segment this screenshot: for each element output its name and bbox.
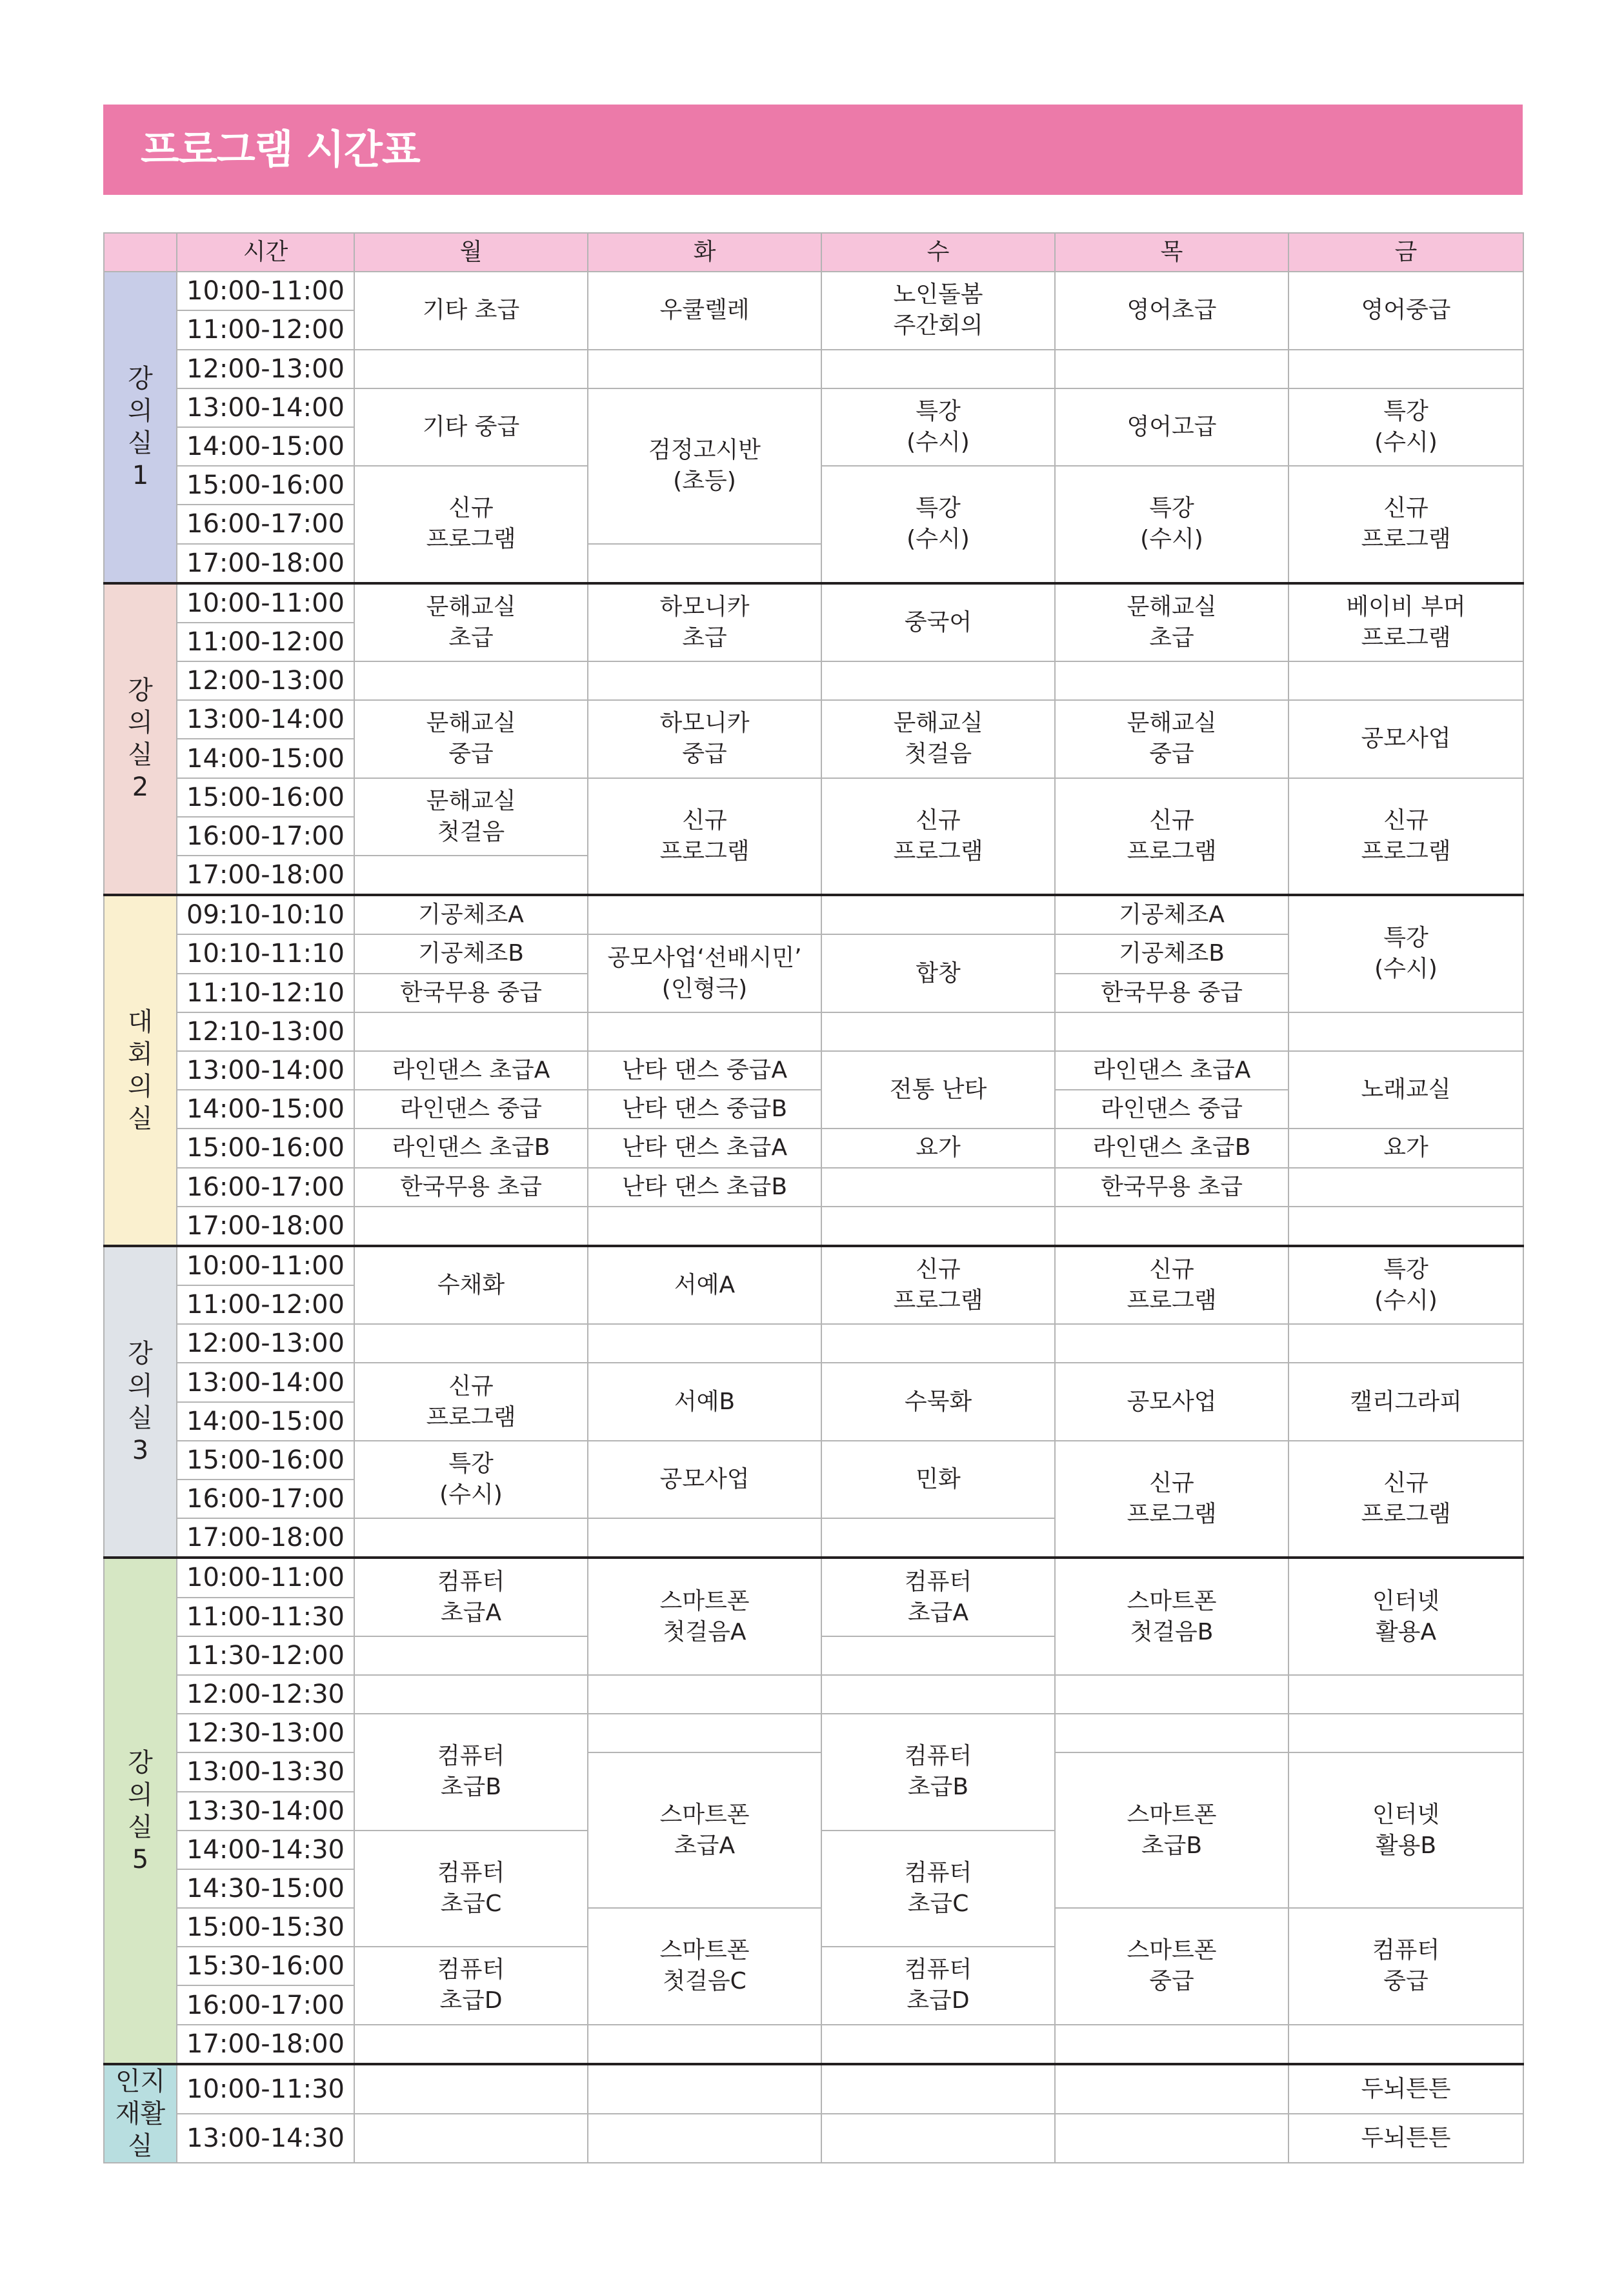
program-cell: 스마트폰 첫걸음C xyxy=(588,1908,821,2025)
program-cell: 기공체조A xyxy=(354,895,588,934)
program-cell: 공모사업 xyxy=(1055,1363,1288,1440)
table-row xyxy=(104,388,1523,427)
time-slot: 17:00-18:00 xyxy=(177,544,354,583)
table-row xyxy=(104,778,1523,817)
program-cell: 라인댄스 중급 xyxy=(354,1090,588,1129)
empty-cell xyxy=(821,1168,1055,1207)
program-cell: 신규 프로그램 xyxy=(588,778,821,896)
program-cell: 난타 댄스 중급B xyxy=(588,1090,821,1129)
program-cell: 공모사업‘선배시민’ (인형극) xyxy=(588,934,821,1012)
header-day-tue: 화 xyxy=(588,233,821,272)
empty-cell xyxy=(588,1324,821,1363)
time-slot: 11:00-12:00 xyxy=(177,1285,354,1324)
empty-cell xyxy=(588,1207,821,1246)
empty-cell xyxy=(588,1675,821,1714)
time-slot: 11:10-12:10 xyxy=(177,974,354,1012)
program-cell: 신규 프로그램 xyxy=(354,1363,588,1440)
program-cell: 문해교실 중급 xyxy=(354,700,588,778)
time-slot: 16:00-17:00 xyxy=(177,1168,354,1207)
empty-cell xyxy=(354,1636,588,1675)
program-cell: 라인댄스 초급A xyxy=(354,1051,588,1090)
time-slot: 13:00-14:00 xyxy=(177,700,354,739)
program-cell: 신규 프로그램 xyxy=(354,466,588,583)
empty-cell xyxy=(1055,1012,1288,1051)
empty-cell xyxy=(821,350,1055,388)
time-slot: 10:00-11:00 xyxy=(177,583,354,623)
program-cell: 컴퓨터 중급 xyxy=(1288,1908,1523,2025)
time-slot: 13:00-14:00 xyxy=(177,1051,354,1090)
program-cell: 인터넷 활용B xyxy=(1288,1752,1523,1908)
program-cell: 요가 xyxy=(1288,1129,1523,1167)
program-cell: 신규 프로그램 xyxy=(1288,778,1523,896)
program-cell: 한국무용 초급 xyxy=(354,1168,588,1207)
program-cell: 공모사업 xyxy=(1288,700,1523,778)
program-cell: 하모니카 중급 xyxy=(588,700,821,778)
program-cell: 영어고급 xyxy=(1055,388,1288,466)
time-slot: 12:00-13:00 xyxy=(177,1324,354,1363)
time-slot: 17:00-18:00 xyxy=(177,856,354,895)
room-label: 강 의 실 3 xyxy=(104,1246,177,1558)
time-slot: 11:30-12:00 xyxy=(177,1636,354,1675)
empty-cell xyxy=(1288,1714,1523,1752)
header-corner xyxy=(104,233,177,272)
time-slot: 10:10-11:10 xyxy=(177,934,354,973)
time-slot: 15:30-16:00 xyxy=(177,1947,354,1985)
program-cell: 특강 (수시) xyxy=(354,1441,588,1518)
time-slot: 13:30-14:00 xyxy=(177,1792,354,1831)
program-cell: 두뇌튼튼 xyxy=(1288,2064,1523,2114)
empty-cell xyxy=(1288,1207,1523,1246)
time-slot: 15:00-16:00 xyxy=(177,778,354,817)
time-slot: 15:00-16:00 xyxy=(177,1441,354,1480)
program-cell: 특강 (수시) xyxy=(821,388,1055,466)
empty-cell xyxy=(1055,1714,1288,1752)
program-cell: 우쿨렐레 xyxy=(588,272,821,349)
time-slot: 13:00-14:00 xyxy=(177,388,354,427)
empty-cell xyxy=(1055,1675,1288,1714)
table-row xyxy=(104,1558,1523,1597)
empty-cell xyxy=(354,1518,588,1558)
empty-cell xyxy=(354,1207,588,1246)
empty-cell xyxy=(1288,2025,1523,2064)
empty-cell xyxy=(354,1012,588,1051)
table-row xyxy=(104,1012,1523,1051)
program-cell: 컴퓨터 초급A xyxy=(354,1558,588,1636)
empty-cell xyxy=(354,1324,588,1363)
program-cell: 서예A xyxy=(588,1246,821,1324)
empty-cell xyxy=(821,1324,1055,1363)
program-cell: 기공체조B xyxy=(1055,934,1288,973)
table-row xyxy=(104,1441,1523,1480)
empty-cell xyxy=(1055,1324,1288,1363)
header-row xyxy=(104,233,1523,272)
time-slot: 12:00-13:00 xyxy=(177,661,354,700)
program-cell: 컴퓨터 초급C xyxy=(354,1831,588,1947)
empty-cell xyxy=(1055,661,1288,700)
room-label: 대 회 의 실 xyxy=(104,895,177,1246)
table-row xyxy=(104,1908,1523,1947)
program-cell: 컴퓨터 초급A xyxy=(821,1558,1055,1636)
program-cell: 컴퓨터 초급B xyxy=(821,1714,1055,1831)
table-row xyxy=(104,2025,1523,2064)
program-cell: 합창 xyxy=(821,934,1055,1012)
program-cell: 공모사업 xyxy=(588,1441,821,1518)
empty-cell xyxy=(1055,1207,1288,1246)
empty-cell xyxy=(588,544,821,583)
program-cell: 신규 프로그램 xyxy=(821,1246,1055,1324)
program-cell: 하모니카 초급 xyxy=(588,583,821,661)
program-cell: 컴퓨터 초급D xyxy=(821,1947,1055,2024)
program-cell: 신규 프로그램 xyxy=(1055,1246,1288,1324)
program-cell: 한국무용 중급 xyxy=(354,974,588,1012)
program-cell: 라인댄스 초급B xyxy=(354,1129,588,1167)
table-row xyxy=(104,1363,1523,1401)
empty-cell xyxy=(821,661,1055,700)
table-row xyxy=(104,350,1523,388)
empty-cell xyxy=(354,1675,588,1714)
program-cell: 수묵화 xyxy=(821,1363,1055,1440)
time-slot: 10:00-11:00 xyxy=(177,1246,354,1285)
empty-cell xyxy=(821,2114,1055,2163)
time-slot: 14:00-15:00 xyxy=(177,1402,354,1441)
time-slot: 15:00-16:00 xyxy=(177,466,354,505)
empty-cell xyxy=(821,1675,1055,1714)
time-slot: 15:00-15:30 xyxy=(177,1908,354,1947)
program-cell: 특강 (수시) xyxy=(1288,1246,1523,1324)
program-cell: 문해교실 중급 xyxy=(1055,700,1288,778)
table-row xyxy=(104,1246,1523,1285)
empty-cell xyxy=(588,350,821,388)
empty-cell xyxy=(821,895,1055,934)
table-row xyxy=(104,1714,1523,1752)
table-row xyxy=(104,1129,1523,1167)
time-slot: 16:00-17:00 xyxy=(177,1480,354,1518)
program-cell: 특강 (수시) xyxy=(1288,388,1523,466)
empty-cell xyxy=(821,2064,1055,2114)
time-slot: 14:00-15:00 xyxy=(177,427,354,466)
program-cell: 서예B xyxy=(588,1363,821,1440)
program-cell: 컴퓨터 초급D xyxy=(354,1947,588,2024)
program-cell: 스마트폰 초급A xyxy=(588,1752,821,1908)
page-title: 프로그램 시간표 xyxy=(141,126,420,173)
empty-cell xyxy=(1288,1675,1523,1714)
empty-cell xyxy=(588,2114,821,2163)
table-row xyxy=(104,1051,1523,1090)
empty-cell xyxy=(588,895,821,934)
empty-cell xyxy=(354,350,588,388)
program-cell: 스마트폰 첫걸음A xyxy=(588,1558,821,1675)
program-cell: 전통 난타 xyxy=(821,1051,1055,1129)
time-slot: 14:00-14:30 xyxy=(177,1831,354,1869)
empty-cell xyxy=(588,661,821,700)
empty-cell xyxy=(354,2064,588,2114)
program-cell: 신규 프로그램 xyxy=(821,778,1055,896)
time-slot: 13:00-14:30 xyxy=(177,2114,354,2163)
table-row xyxy=(104,895,1523,934)
program-cell: 노래교실 xyxy=(1288,1051,1523,1129)
table-row xyxy=(104,2114,1523,2163)
program-cell: 베이비 부머 프로그램 xyxy=(1288,583,1523,661)
program-cell: 컴퓨터 초급B xyxy=(354,1714,588,1831)
header-day-wed: 수 xyxy=(821,233,1055,272)
time-slot: 13:00-14:00 xyxy=(177,1363,354,1401)
room-label: 강 의 실 1 xyxy=(104,272,177,583)
empty-cell xyxy=(1288,661,1523,700)
program-cell: 두뇌튼튼 xyxy=(1288,2114,1523,2163)
empty-cell xyxy=(821,1012,1055,1051)
header-day-thu: 목 xyxy=(1055,233,1288,272)
room-label: 강 의 실 5 xyxy=(104,1558,177,2063)
empty-cell xyxy=(821,1207,1055,1246)
program-cell: 기타 초급 xyxy=(354,272,588,349)
time-slot: 11:00-11:30 xyxy=(177,1598,354,1636)
empty-cell xyxy=(1055,2114,1288,2163)
program-cell: 한국무용 중급 xyxy=(1055,974,1288,1012)
room-label: 강 의 실 2 xyxy=(104,583,177,896)
table-row xyxy=(104,272,1523,310)
program-cell: 스마트폰 초급B xyxy=(1055,1752,1288,1908)
program-cell: 요가 xyxy=(821,1129,1055,1167)
time-slot: 13:00-13:30 xyxy=(177,1752,354,1791)
program-cell: 신규 프로그램 xyxy=(1055,1441,1288,1558)
program-cell: 문해교실 초급 xyxy=(354,583,588,661)
program-cell: 민화 xyxy=(821,1441,1055,1518)
table-row xyxy=(104,661,1523,700)
schedule-table xyxy=(103,232,1524,2163)
empty-cell xyxy=(588,1012,821,1051)
program-cell: 특강 (수시) xyxy=(1055,466,1288,583)
program-cell: 라인댄스 초급A xyxy=(1055,1051,1288,1090)
time-slot: 15:00-16:00 xyxy=(177,1129,354,1167)
time-slot: 10:00-11:00 xyxy=(177,272,354,310)
table-row xyxy=(104,1168,1523,1207)
title-banner xyxy=(103,105,1523,195)
time-slot: 11:00-12:00 xyxy=(177,310,354,349)
time-slot: 10:00-11:00 xyxy=(177,1558,354,1597)
empty-cell xyxy=(821,1518,1055,1558)
table-row xyxy=(104,583,1523,623)
table-row xyxy=(104,1675,1523,1714)
empty-cell xyxy=(354,2114,588,2163)
time-slot: 12:10-13:00 xyxy=(177,1012,354,1051)
empty-cell xyxy=(1288,350,1523,388)
table-row xyxy=(104,1324,1523,1363)
program-cell: 난타 댄스 중급A xyxy=(588,1051,821,1090)
program-cell: 캘리그라피 xyxy=(1288,1363,1523,1440)
header-day-mon: 월 xyxy=(354,233,588,272)
program-cell: 기타 중급 xyxy=(354,388,588,466)
program-cell: 문해교실 첫걸음 xyxy=(821,700,1055,778)
empty-cell xyxy=(1055,2025,1288,2064)
time-slot: 16:00-17:00 xyxy=(177,1985,354,2024)
empty-cell xyxy=(821,2025,1055,2064)
table-row xyxy=(104,1207,1523,1246)
table-row xyxy=(104,1752,1523,1791)
empty-cell xyxy=(588,2064,821,2114)
time-slot: 11:00-12:00 xyxy=(177,623,354,661)
header-time: 시간 xyxy=(177,233,354,272)
empty-cell xyxy=(354,2025,588,2064)
time-slot: 12:00-13:00 xyxy=(177,350,354,388)
table-row xyxy=(104,2064,1523,2114)
time-slot: 10:00-11:30 xyxy=(177,2064,354,2114)
program-cell: 인터넷 활용A xyxy=(1288,1558,1523,1675)
program-cell: 영어중급 xyxy=(1288,272,1523,349)
time-slot: 17:00-18:00 xyxy=(177,1207,354,1246)
program-cell: 영어초급 xyxy=(1055,272,1288,349)
program-cell: 문해교실 초급 xyxy=(1055,583,1288,661)
time-slot: 12:30-13:00 xyxy=(177,1714,354,1752)
program-cell: 라인댄스 초급B xyxy=(1055,1129,1288,1167)
program-cell: 검정고시반 (초등) xyxy=(588,388,821,544)
empty-cell xyxy=(588,1714,821,1752)
time-slot: 14:00-15:00 xyxy=(177,1090,354,1129)
room-label: 인지 재활실 xyxy=(104,2064,177,2163)
time-slot: 17:00-18:00 xyxy=(177,2025,354,2064)
schedule-body xyxy=(104,272,1523,2163)
program-cell: 스마트폰 첫걸음B xyxy=(1055,1558,1288,1675)
program-cell: 특강 (수시) xyxy=(1288,895,1523,1012)
empty-cell xyxy=(1055,350,1288,388)
time-slot: 16:00-17:00 xyxy=(177,505,354,543)
empty-cell xyxy=(1055,2064,1288,2114)
time-slot: 14:00-15:00 xyxy=(177,739,354,778)
empty-cell xyxy=(821,1636,1055,1675)
empty-cell xyxy=(354,856,588,895)
header-day-fri: 금 xyxy=(1288,233,1523,272)
time-slot: 12:00-12:30 xyxy=(177,1675,354,1714)
program-cell: 스마트폰 중급 xyxy=(1055,1908,1288,2025)
program-cell: 신규 프로그램 xyxy=(1288,1441,1523,1558)
program-cell: 신규 프로그램 xyxy=(1055,778,1288,896)
empty-cell xyxy=(588,2025,821,2064)
empty-cell xyxy=(1288,1168,1523,1207)
program-cell: 기공체조A xyxy=(1055,895,1288,934)
program-cell: 라인댄스 중급 xyxy=(1055,1090,1288,1129)
empty-cell xyxy=(354,661,588,700)
program-cell: 신규 프로그램 xyxy=(1288,466,1523,583)
program-cell: 중국어 xyxy=(821,583,1055,661)
program-cell: 노인돌봄 주간회의 xyxy=(821,272,1055,349)
empty-cell xyxy=(588,1518,821,1558)
program-cell: 기공체조B xyxy=(354,934,588,973)
empty-cell xyxy=(1288,1324,1523,1363)
program-cell: 수채화 xyxy=(354,1246,588,1324)
program-cell: 난타 댄스 초급A xyxy=(588,1129,821,1167)
time-slot: 14:30-15:00 xyxy=(177,1869,354,1908)
empty-cell xyxy=(1288,1012,1523,1051)
table-row xyxy=(104,700,1523,739)
time-slot: 16:00-17:00 xyxy=(177,817,354,856)
program-cell: 문해교실 첫걸음 xyxy=(354,778,588,856)
time-slot: 09:10-10:10 xyxy=(177,895,354,934)
time-slot: 17:00-18:00 xyxy=(177,1518,354,1558)
program-cell: 한국무용 초급 xyxy=(1055,1168,1288,1207)
program-cell: 난타 댄스 초급B xyxy=(588,1168,821,1207)
program-cell: 특강 (수시) xyxy=(821,466,1055,583)
program-cell: 컴퓨터 초급C xyxy=(821,1831,1055,1947)
